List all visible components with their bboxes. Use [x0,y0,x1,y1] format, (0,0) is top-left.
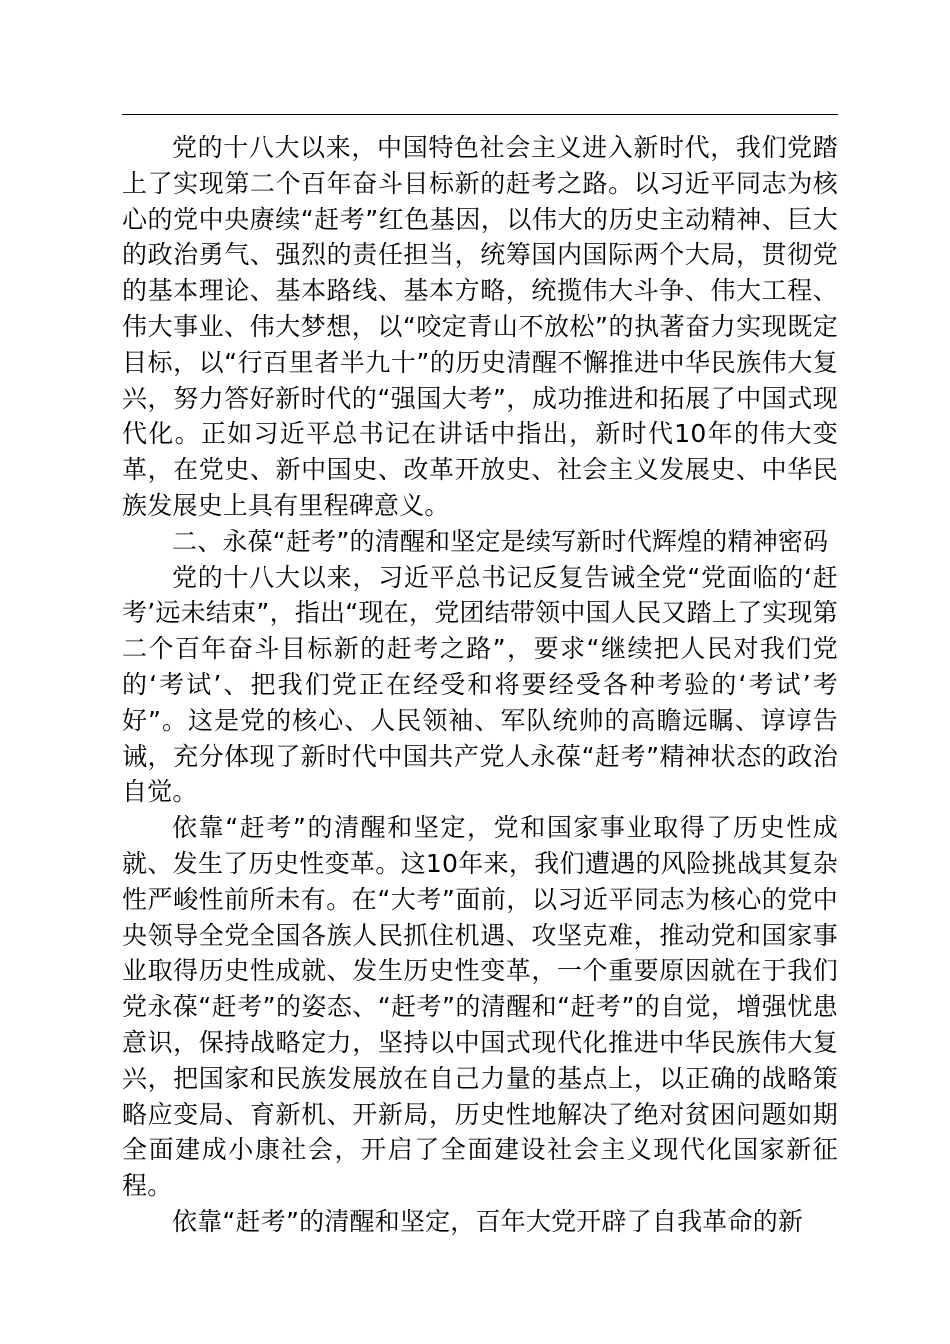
paragraph-achievements: 依靠“赶考”的清醒和坚定，党和国家事业取得了历史性成就、发生了历史性变革。这10年来，我们遭遇的风险挑战其复杂性严峻性前所未有。在“大考”面前，以习近平同志为核心的党中央领导全党全国各族人民抓住机遇、攻坚克难，推动党和国家事业取得历史性成就、发生历史性变革，一个重要原因就在于我们党永葆“赶考”的姿态、“赶考”的清醒和“赶考”的自觉，增强忧患意识，保持战略定力，坚持以中国式现代化推进中华民族伟大复兴，把国家和民族发展放在自己力量的基点上，以正确的战略策略应变局、育新机、开新局，历史性地解决了绝对贫困问题如期全面建成小康社会，开启了全面建设社会主义现代化国家新征程。 [122,813,838,1201]
paragraph-new-era: 党的十八大以来，中国特色社会主义进入新时代，我们党踏上了实现第二个百年奋斗目标新的赶考之路。以习近平同志为核心的党中央赓续“赶考”红色基因，以伟大的历史主动精神、巨大的政治勇气、强烈的责任担当，统筹国内国际两个大局，贯彻党的基本理论、基本路线、基本方略，统揽伟大斗争、伟大工程、伟大事业、伟大梦想，以“咬定青山不放松”的执著奋力实现既定目标，以“行百里者半九十”的历史清醒不懈推进中华民族伟大复兴，努力答好新时代的“强国大考”，成功推进和拓展了中国式现代化。正如习近平总书记在讲话中指出，新时代10年的伟大变革，在党史、新中国史、改革开放史、社会主义发展史、中华民族发展史上具有里程碑意义。 [122,133,838,520]
paragraph-warning: 党的十八大以来，习近平总书记反复告诫全党“党面临的‘赶考’远未结束”，指出“现在，党团结带领中国人民又踏上了实现第二个百年奋斗目标新的赶考之路”，要求“继续把人民对我们党的‘考试’、把我们党正在经受和将要经受各种考验的‘考试’考好”。这是党的核心、人民领袖、军队统帅的高瞻远瞩、谆谆告诫，充分体现了新时代中国共产党人永葆“赶考”精神状态的政治自觉。 [122,562,838,807]
header-rule [122,114,838,115]
paragraph-self-revolution: 依靠“赶考”的清醒和坚定，百年大党开辟了自我革命的新 [172,1206,804,1236]
section-heading-2: 二、永葆“赶考”的清醒和坚定是续写新时代辉煌的精神密码 [172,526,829,556]
document-body [122,130,838,1240]
